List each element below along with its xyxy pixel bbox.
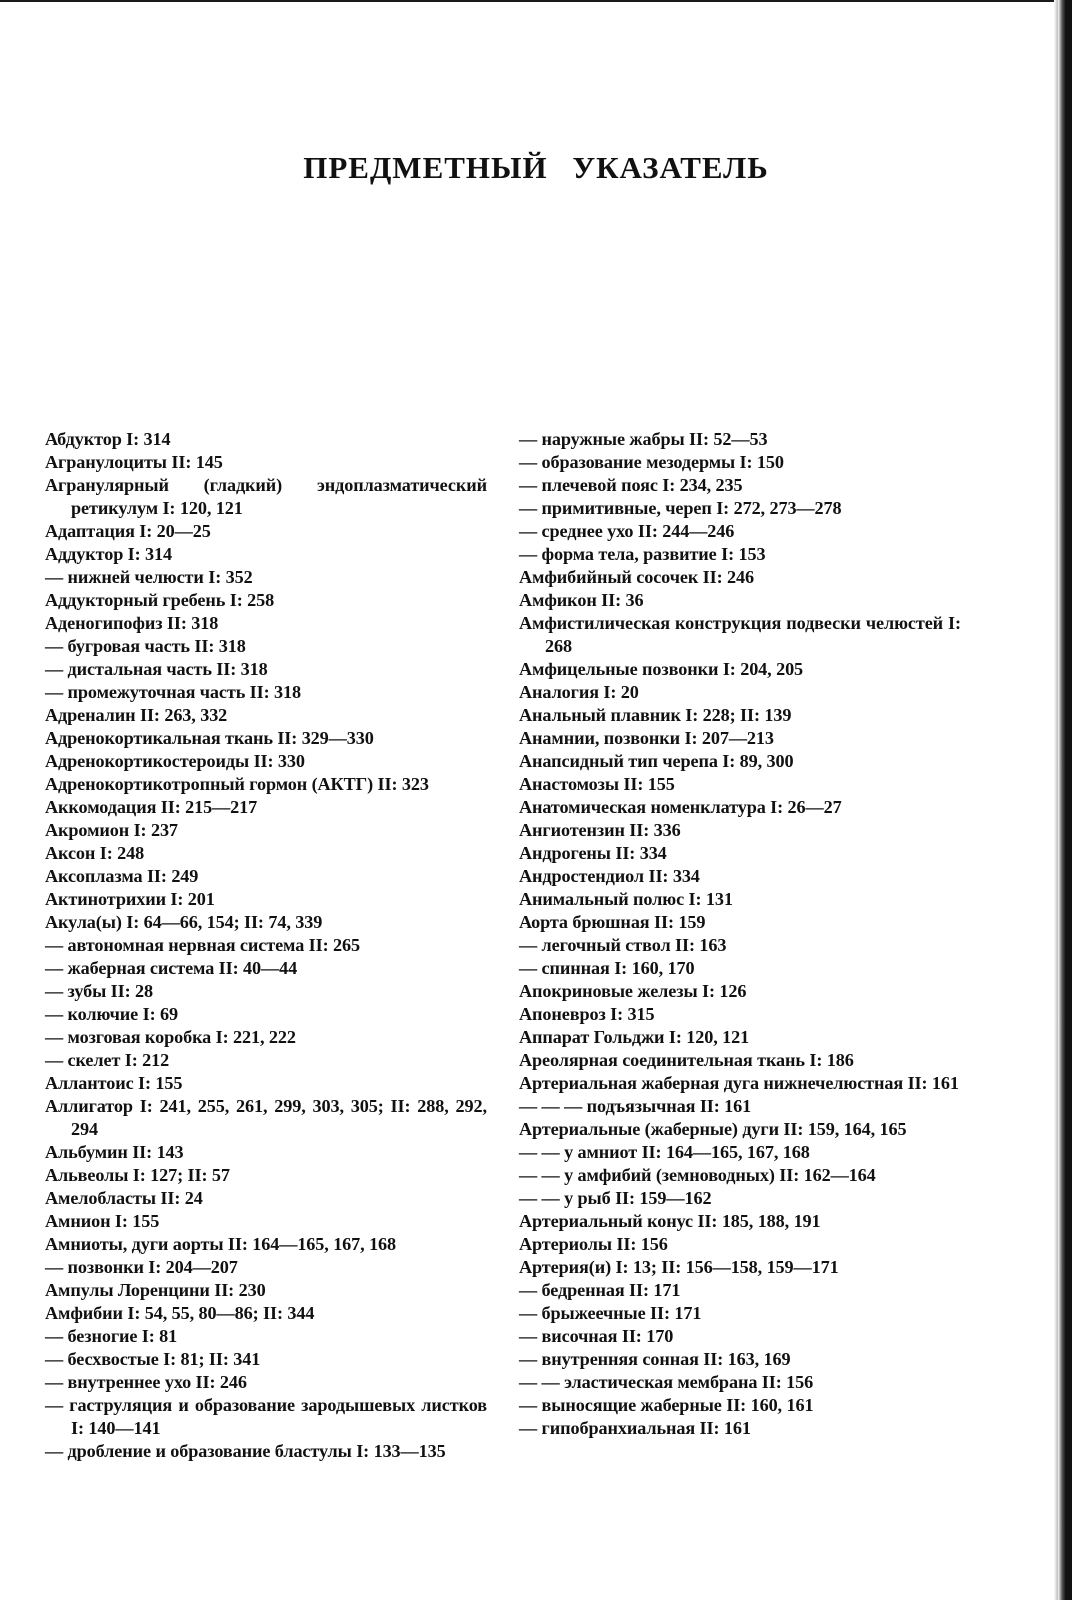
index-entry: — автономная нервная система II: 265 xyxy=(45,935,360,955)
index-entry: Амфибии I: 54, 55, 80—86; II: 344 xyxy=(45,1303,315,1323)
index-entry: Аддуктор I: 314 xyxy=(45,544,173,564)
index-entry: — брыжеечные II: 171 xyxy=(519,1303,702,1323)
index-entry: Адреналин II: 263, 332 xyxy=(45,705,228,725)
index-entry: Артериальные (жаберные) дуги II: 159, 164, 165 xyxy=(519,1119,907,1139)
index-entry: — форма тела, развитие I: 153 xyxy=(519,544,766,564)
index-entry: — гипобранхиальная II: 161 xyxy=(519,1418,751,1438)
index-entry: Аналогия I: 20 xyxy=(519,682,639,702)
index-entry: Аллигатор I: 241, 255, 261, 299, 303, 305; II: 288, 292, 294 xyxy=(45,1096,487,1139)
index-entry: — внутренняя сонная II: 163, 169 xyxy=(519,1349,791,1369)
index-entry: Абдуктор I: 314 xyxy=(45,429,171,449)
index-entry: Аллантоис I: 155 xyxy=(45,1073,183,1093)
index-entry: — промежуточная часть II: 318 xyxy=(45,682,302,702)
index-entry: Амфистилическая конструкция подвески челюстей I: 268 xyxy=(519,613,961,656)
index-entry: — нижней челюсти I: 352 xyxy=(45,567,253,587)
index-entry: — дробление и образование бластулы I: 133—135 xyxy=(45,1441,446,1461)
index-entry: Аксоплазма II: 249 xyxy=(45,866,199,886)
index-entry: Аксон I: 248 xyxy=(45,843,145,863)
index-entry: — выносящие жаберные II: 160, 161 xyxy=(519,1395,814,1415)
index-entry: Амелобласты II: 24 xyxy=(45,1188,203,1208)
index-entry: Акула(ы) I: 64—66, 154; II: 74, 339 xyxy=(45,912,323,932)
index-entry: Ареолярная соединительная ткань I: 186 xyxy=(519,1050,854,1070)
index-entry: Амфибийный сосочек II: 246 xyxy=(519,567,755,587)
index-entry: — наружные жабры II: 52—53 xyxy=(519,429,768,449)
index-entry: — — эластическая мембрана II: 156 xyxy=(519,1372,814,1392)
index-entry: — спинная I: 160, 170 xyxy=(519,958,695,978)
index-entry: — плечевой пояс I: 234, 235 xyxy=(519,475,743,495)
index-entry: Акромион I: 237 xyxy=(45,820,178,840)
index-entry: — мозговая коробка I: 221, 222 xyxy=(45,1027,296,1047)
index-entry: — гаструляция и образование зародышевых листков I: 140—141 xyxy=(45,1395,487,1438)
index-entry: — колючие I: 69 xyxy=(45,1004,178,1024)
index-entry: — безногие I: 81 xyxy=(45,1326,178,1346)
index-entry: Адренокортикальная ткань II: 329—330 xyxy=(45,728,374,748)
index-entry: Адренокортикотропный гормон (АКТГ) II: 323 xyxy=(45,774,429,794)
index-entry: Андростендиол II: 334 xyxy=(519,866,700,886)
index-entry: Альбумин II: 143 xyxy=(45,1142,184,1162)
index-entry: Аорта брюшная II: 159 xyxy=(519,912,706,932)
index-entry: Апокриновые железы I: 126 xyxy=(519,981,747,1001)
index-entry: Агранулоциты II: 145 xyxy=(45,452,223,472)
index-entry: Анимальный полюс I: 131 xyxy=(519,889,733,909)
index-entry: — височная II: 170 xyxy=(519,1326,674,1346)
index-entry: Артериолы II: 156 xyxy=(519,1234,668,1254)
index-entry: Адренокортикостероиды II: 330 xyxy=(45,751,305,771)
index-entry: Анапсидный тип черепа I: 89, 300 xyxy=(519,751,794,771)
index-entry: Анастомозы II: 155 xyxy=(519,774,675,794)
index-entry: Андрогены II: 334 xyxy=(519,843,667,863)
page-title: ПРЕДМЕТНЫЙ УКАЗАТЕЛЬ xyxy=(303,150,769,185)
index-entry: Артериальная жаберная дуга нижнечелюстная II: 161 xyxy=(519,1073,959,1093)
index-entry: — дистальная часть II: 318 xyxy=(45,659,268,679)
page-top-border xyxy=(0,0,1060,2)
index-entry: Агранулярный (гладкий) эндоплазматический ретикулум I: 120, 121 xyxy=(45,475,487,518)
index-entry: Ампулы Лоренцини II: 230 xyxy=(45,1280,266,1300)
index-entry: — образование мезодермы I: 150 xyxy=(519,452,784,472)
index-entry: — скелет I: 212 xyxy=(45,1050,170,1070)
index-entry: — — у рыб II: 159—162 xyxy=(519,1188,712,1208)
index-column-left xyxy=(45,428,487,1463)
index-entry: Актинотрихии I: 201 xyxy=(45,889,215,909)
index-entry: Анамнии, позвонки I: 207—213 xyxy=(519,728,774,748)
index-entry: — легочный ствол II: 163 xyxy=(519,935,727,955)
index-entry: — внутреннее ухо II: 246 xyxy=(45,1372,247,1392)
index-entry: Артерия(и) I: 13; II: 156—158, 159—171 xyxy=(519,1257,839,1277)
index-entry: Аппарат Гольджи I: 120, 121 xyxy=(519,1027,750,1047)
index-entry: Ангиотензин II: 336 xyxy=(519,820,681,840)
index-entry: — зубы II: 28 xyxy=(45,981,154,1001)
index-entry: Амфикон II: 36 xyxy=(519,590,644,610)
index-entry: — — — подъязычная II: 161 xyxy=(519,1096,752,1116)
index-entry: Апоневроз I: 315 xyxy=(519,1004,655,1024)
index-entry: Анатомическая номенклатура I: 26—27 xyxy=(519,797,842,817)
index-entry: Адаптация I: 20—25 xyxy=(45,521,211,541)
index-entry: Анальный плавник I: 228; II: 139 xyxy=(519,705,792,725)
index-entry: Аденогипофиз II: 318 xyxy=(45,613,219,633)
index-entry: — примитивные, череп I: 272, 273—278 xyxy=(519,498,842,518)
index-entry: Амниоты, дуги аорты II: 164—165, 167, 168 xyxy=(45,1234,397,1254)
index-entry: — бугровая часть II: 318 xyxy=(45,636,246,656)
index-entry: Альвеолы I: 127; II: 57 xyxy=(45,1165,230,1185)
index-entry: — жаберная система II: 40—44 xyxy=(45,958,298,978)
index-entry: — бесхвостые I: 81; II: 341 xyxy=(45,1349,261,1369)
index-entry: Аккомодация II: 215—217 xyxy=(45,797,258,817)
index-entry: — — у амниот II: 164—165, 167, 168 xyxy=(519,1142,810,1162)
index-entry: Амфицельные позвонки I: 204, 205 xyxy=(519,659,804,679)
page-right-edge xyxy=(1058,0,1072,1600)
index-entry: — позвонки I: 204—207 xyxy=(45,1257,238,1277)
index-entry: Амнион I: 155 xyxy=(45,1211,160,1231)
index-entry: Артериальный конус II: 185, 188, 191 xyxy=(519,1211,821,1231)
index-entry: Аддукторный гребень I: 258 xyxy=(45,590,275,610)
index-column-right xyxy=(519,428,961,1440)
index-entry: — среднее ухо II: 244—246 xyxy=(519,521,735,541)
index-entry: — бедренная II: 171 xyxy=(519,1280,681,1300)
index-entry: — — у амфибий (земноводных) II: 162—164 xyxy=(519,1165,876,1185)
